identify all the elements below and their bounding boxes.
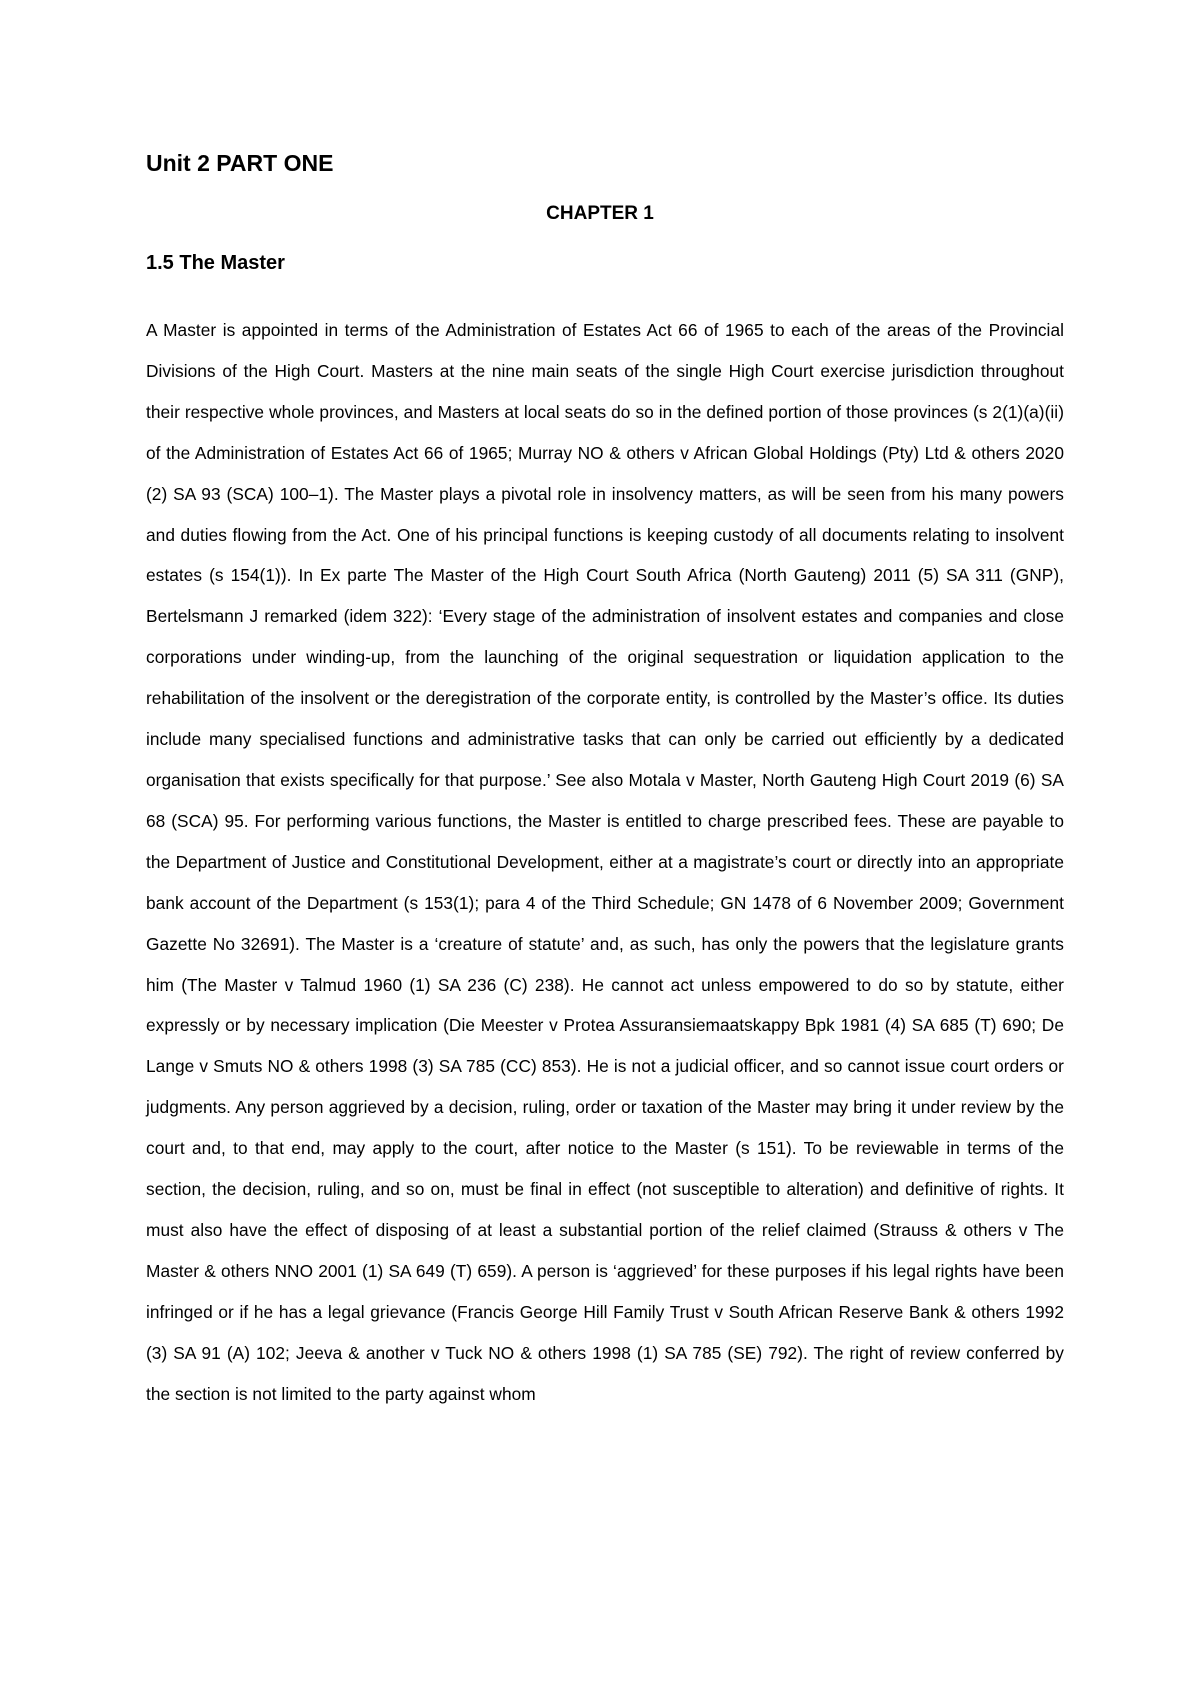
section-heading: 1.5 The Master <box>146 252 285 274</box>
body-paragraph: A Master is appointed in terms of the Administration of Estates Act 66 of 1965 to each of the areas of the Provincial Divisions of the High Court. Masters at the nine main seats of the single High Court exercise jurisdiction throughout their respective whole provinces, and Masters at local seats do so in the defined portion of those provinces (s 2(1)(a)(ii) of the Administration of Estates Act 66 of 1965; Murray NO & others v African Global Holdings (Pty) Ltd & others 2020 (2) SA 93 (SCA) 100–1). The Master plays a pivotal role in insolvency matters, as will be seen from his many powers and duties flowing from the Act. One of his principal functions is keeping custody of all documents relating to insolvent estates (s 154(1)). In Ex parte The Master of the High Court South Africa (North Gauteng) 2011 (5) SA 311 (GNP), Bertelsmann J remarked (idem 322): ‘Every stage of the administration of insolvent estates and companies and close corporations under winding-up, from the launching of the original sequestration or liquidation application to the rehabilitation of the insolvent or the deregistration of the corporate entity, is controlled by the Master’s office. Its duties include many specialised functions and administrative tasks that can only be carried out efficiently by a dedicated organisation that exists specifically for that purpose.’ See also Motala v Master, North Gauteng High Court 2019 (6) SA 68 (SCA) 95. For performing various functions, the Master is entitled to charge prescribed fees. These are payable to the Department of Justice and Constitutional Development, either at a magistrate’s court or directly into an appropriate bank account of the Department (s 153(1); para 4 of the Third Schedule; GN 1478 of 6 November 2009; Government Gazette No 32691). The Master is a ‘creature of statute’ and, as such, has only the powers that the legislature grants him (The Master v Talmud 1960 (1) SA 236 (C) 238). He cannot act unless empowered to do so by statute, either expressly or by necessary implication (Die Meester v Protea Assuransiemaatskappy Bpk 1981 (4) SA 685 (T) 690; De Lange v Smuts NO & others 1998 (3) SA 785 (CC) 853). He is not a judicial officer, and so cannot issue court orders or judgments. Any person aggrieved by a decision, ruling, order or taxation of the Master may bring it under review by the court and, to that end, may apply to the court, after notice to the Master (s 151). To be reviewable in terms of the section, the decision, ruling, and so on, must be final in effect (not susceptible to alteration) and definitive of rights. It must also have the effect of disposing of at least a substantial portion of the relief claimed (Strauss & others v The Master & others NNO 2001 (1) SA 649 (T) 659). A person is ‘aggrieved’ for these purposes if his legal rights have been infringed or if he has a legal grievance (Francis George Hill Family Trust v South African Reserve Bank & others 1992 (3) SA 91 (A) 102; Jeeva & another v Tuck NO & others 1998 (1) SA 785 (SE) 792). The right of review conferred by the section is not limited to the party against whom <box>146 320 1064 1404</box>
chapter-heading: CHAPTER 1 <box>546 203 654 224</box>
unit-heading: Unit 2 PART ONE <box>146 150 334 176</box>
